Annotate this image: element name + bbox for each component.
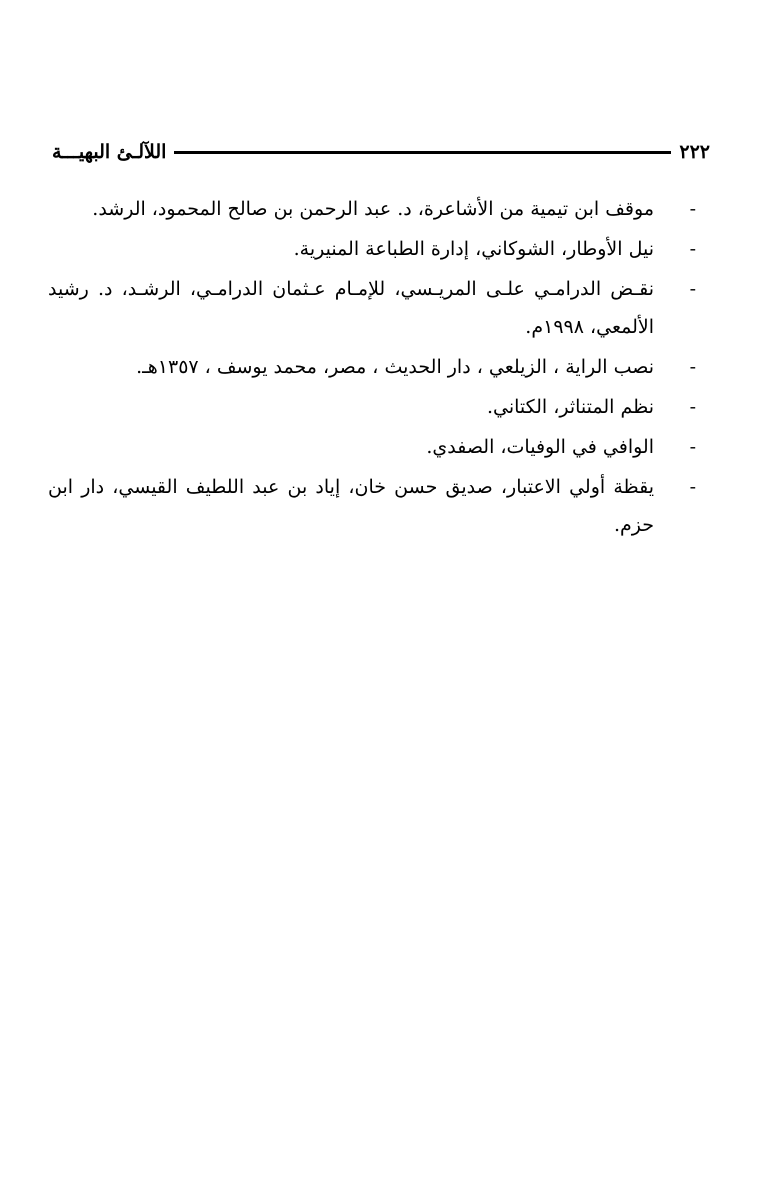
entry-bullet: - (689, 436, 696, 458)
entry-bullet: - (689, 396, 696, 418)
entry-text: نصب الراية ، الزيلعي ، دار الحديث ، مصر، محمد يوسف ، ١٣٥٧هـ. (136, 356, 654, 378)
running-title: اللآلـئ البهيـــة (52, 141, 167, 163)
entry-text: نقـض الدرامـي علـى المريـسي، للإمـام عـثمان الدرامـي، الرشـد، د. رشيد الألمعي، ١٩٩٨م. (48, 278, 654, 338)
page-header (52, 139, 710, 165)
entry-bullet: - (689, 238, 696, 260)
bibliography-list (48, 190, 696, 546)
entry-bullet: - (689, 198, 696, 220)
entry-bullet: - (689, 356, 696, 378)
bibliography-entry (48, 428, 696, 466)
bibliography-entry (48, 388, 696, 426)
bibliography-entry (48, 230, 696, 268)
entry-text: نيل الأوطار، الشوكاني، إدارة الطباعة المنيرية. (293, 238, 654, 260)
entry-text: يقظة أولي الاعتبار، صديق حسن خان، إياد بن عبد اللطيف القيسي، دار ابن حزم. (48, 476, 654, 536)
bibliography-entry (48, 468, 696, 544)
header-rule (174, 151, 671, 154)
entry-text: نظم المتناثر، الكتاني. (486, 396, 654, 418)
page-number: ٢٢٢ (679, 141, 710, 163)
bibliography-entry (48, 270, 696, 346)
bibliography-entry (48, 348, 696, 386)
entry-text: موقف ابن تيمية من الأشاعرة، د. عبد الرحمن بن صالح المحمود، الرشد. (92, 198, 654, 220)
entry-bullet: - (689, 278, 696, 300)
entry-text: الوافي في الوفيات، الصفدي. (426, 436, 654, 458)
entry-bullet: - (689, 476, 696, 498)
bibliography-entry (48, 190, 696, 228)
